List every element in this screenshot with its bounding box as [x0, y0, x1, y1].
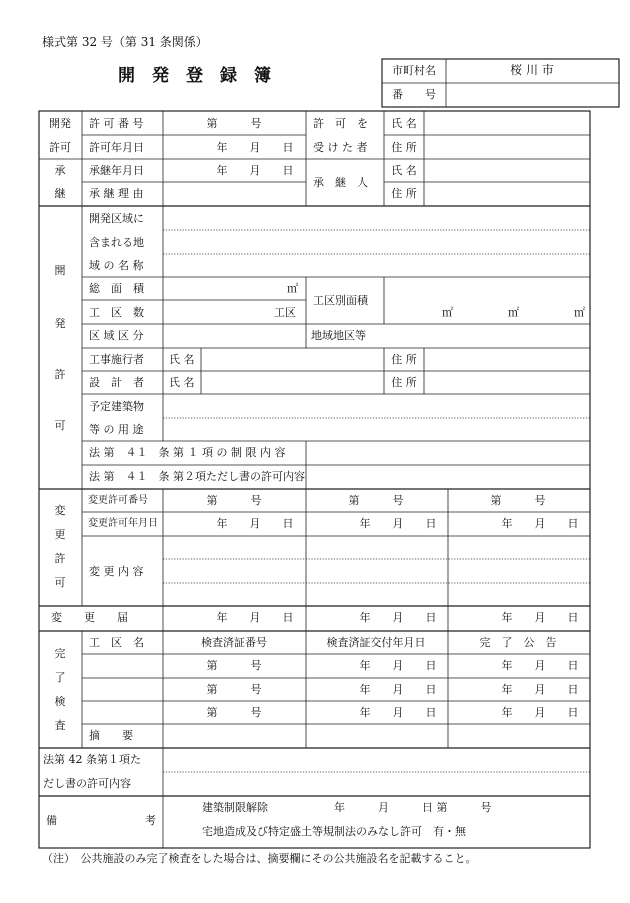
cert-no-row2: 第 号 — [206, 683, 262, 696]
permit-holder-2: 受 け た 者 — [313, 141, 368, 154]
zones-label: 工 区 数 — [89, 306, 144, 319]
total-area-label: 総 面 積 — [89, 282, 144, 295]
permit-holder-1: 許 可 を — [313, 117, 368, 130]
cert-no-label: 検査済証番号 — [201, 636, 267, 649]
permit-date-value: 年 月 日 — [216, 141, 294, 154]
cert-date-label: 検査済証交付年月日 — [326, 636, 426, 649]
completion-group-4: 査 — [54, 719, 66, 732]
succession-group-2: 継 — [54, 187, 66, 200]
succession-date-label: 承継年月日 — [89, 164, 144, 177]
zoning-label: 地域地区等 — [311, 329, 366, 342]
change-no-1: 第 号 — [206, 494, 262, 507]
succession-date-value: 年 月 日 — [216, 164, 294, 177]
zone-name-label: 工 区 名 — [89, 636, 144, 649]
announce-row2: 年 月 日 — [501, 683, 579, 696]
zone-area-label: 工区別面積 — [313, 294, 368, 307]
cert-no-row1: 第 号 — [206, 659, 262, 672]
art41-2-label: 法 第 ４１ 条 第２項ただし書の許可内容 — [89, 470, 305, 483]
footnote: （注） 公共施設のみ完了検査をした場合は、摘要欄にその公共施設名を記載すること。 — [42, 852, 477, 865]
page-title: 開発登録簿 — [118, 66, 288, 86]
remarks-line-1: 建築制限解除 年 月 日 第 号 — [202, 801, 492, 814]
change-date-3: 年 月 日 — [501, 517, 579, 530]
number-label: 番 号 — [392, 88, 436, 101]
dev-group-3: 許 — [54, 368, 66, 381]
municipality-label: 市町村名 — [392, 64, 436, 77]
change-content-label: 変 更 内 容 — [89, 565, 144, 578]
announce-row3: 年 月 日 — [501, 706, 579, 719]
notice-date-1: 年 月 日 — [216, 611, 294, 624]
contractor-name-label: 氏 名 — [169, 353, 195, 366]
cert-date-row3: 年 月 日 — [359, 706, 437, 719]
permit-no-value: 第 号 — [206, 117, 262, 130]
permit-group-2: 許可 — [49, 141, 71, 154]
remarks-line-2: 宅地造成及び特定盛土等規制法のみなし許可 有・無 — [202, 825, 466, 838]
dev-group-4: 可 — [54, 419, 66, 432]
summary-label: 摘 要 — [89, 729, 133, 742]
zone-area-unit-2: ㎡ — [508, 306, 519, 319]
art42-label-2: だし書の許可内容 — [43, 777, 131, 790]
zone-area-unit-1: ㎡ — [442, 306, 453, 319]
art42-label-1: 法第 42 条第１項た — [43, 753, 141, 766]
dev-group-2: 発 — [54, 317, 66, 330]
successor-address-label: 住 所 — [391, 187, 417, 200]
remarks-label-2: 考 — [145, 814, 156, 827]
contractor-address-label: 住 所 — [391, 353, 417, 366]
change-group-1: 変 — [54, 504, 66, 517]
dev-group-1: 開 — [54, 264, 66, 277]
change-no-label: 変更許可番号 — [88, 495, 148, 506]
completion-group-1: 完 — [54, 647, 66, 660]
art41-1-label: 法 第 ４１ 条 第 １ 項 の 制 限 内 容 — [89, 446, 286, 459]
completion-group-2: 了 — [54, 671, 66, 684]
area-name-3: 域 の 名 称 — [89, 259, 144, 272]
zone-area-unit-3: ㎡ — [574, 306, 585, 319]
announce-label: 完 了 公 告 — [479, 636, 557, 649]
permit-date-label: 許可年月日 — [89, 141, 144, 154]
change-group-2: 更 — [54, 528, 66, 541]
succession-group-1: 承 — [54, 164, 66, 177]
change-group-3: 許 — [54, 552, 66, 565]
zones-unit: 工区 — [274, 306, 296, 319]
change-notice-label: 変 更 届 — [51, 611, 128, 624]
cert-no-row3: 第 号 — [206, 706, 262, 719]
notice-date-2: 年 月 日 — [359, 611, 437, 624]
change-date-2: 年 月 日 — [359, 517, 437, 530]
successor-label: 承 継 人 — [313, 176, 368, 189]
form-number: 様式第 32 号（第 31 条関係） — [42, 35, 208, 49]
designer-label: 設 計 者 — [89, 376, 144, 389]
announce-row1: 年 月 日 — [501, 659, 579, 672]
change-group-4: 可 — [54, 576, 66, 589]
permit-address-label: 住 所 — [391, 141, 417, 154]
building-use-1: 予定建築物 — [89, 400, 144, 413]
permit-no-label: 許 可 番 号 — [89, 117, 144, 130]
change-date-label: 変更許可年月日 — [88, 518, 158, 529]
designer-name-label: 氏 名 — [169, 376, 195, 389]
change-date-1: 年 月 日 — [216, 517, 294, 530]
cert-date-row1: 年 月 日 — [359, 659, 437, 672]
successor-name-label: 氏 名 — [391, 164, 417, 177]
succession-reason-label: 承 継 理 由 — [89, 187, 144, 200]
notice-date-3: 年 月 日 — [501, 611, 579, 624]
cert-date-row2: 年 月 日 — [359, 683, 437, 696]
permit-group-1: 開発 — [49, 117, 71, 130]
contractor-label: 工事施行者 — [89, 353, 144, 366]
building-use-2: 等 の 用 途 — [89, 423, 144, 436]
designer-address-label: 住 所 — [391, 376, 417, 389]
total-area-unit: ㎡ — [287, 282, 298, 295]
area-name-1: 開発区域に — [89, 212, 144, 225]
municipality-value: 桜 川 市 — [510, 63, 554, 77]
remarks-label-1: 備 — [46, 814, 57, 827]
district-label: 区 域 区 分 — [89, 329, 144, 342]
permit-name-label: 氏 名 — [391, 117, 417, 130]
change-no-2: 第 号 — [348, 494, 404, 507]
completion-group-3: 検 — [54, 695, 66, 708]
change-no-3: 第 号 — [490, 494, 546, 507]
area-name-2: 含まれる地 — [89, 236, 144, 249]
